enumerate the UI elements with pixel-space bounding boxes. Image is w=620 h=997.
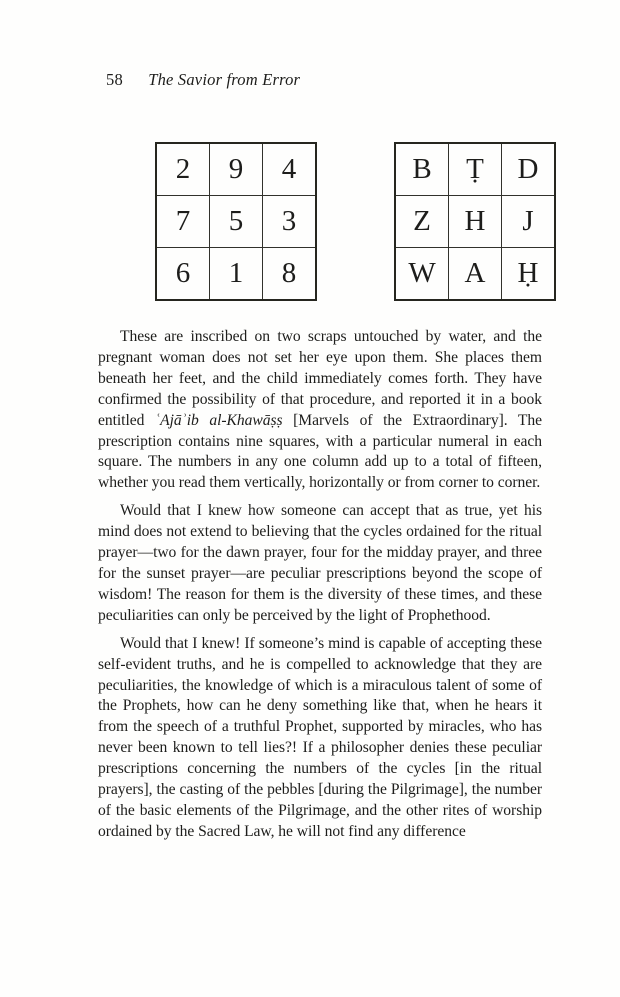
square-cell: 5 <box>210 196 263 248</box>
running-head <box>106 70 300 90</box>
square-cell: 3 <box>263 196 317 248</box>
paragraph <box>98 501 542 626</box>
square-cell: A <box>449 248 502 301</box>
letter-magic-square <box>394 142 556 301</box>
square-row <box>156 196 316 248</box>
book-title-italic: ʿAjāʾib al-Khawāṣṣ <box>154 411 283 429</box>
square-cell: D <box>502 143 556 196</box>
square-cell: 8 <box>263 248 317 301</box>
square-cell: Ḥ <box>502 248 556 301</box>
square-row <box>395 196 555 248</box>
square-cell: 6 <box>156 248 210 301</box>
body-text <box>98 327 542 850</box>
paragraph <box>98 327 542 494</box>
square-cell: 9 <box>210 143 263 196</box>
paragraph-text: [Marvels of the Extraordinary]. The prescription contains nine squares, with a particular numeral in each square. The numbers in any one column add up to a total of fifteen, whether you read them vertically, horizontally or from corner to corner. <box>98 411 542 492</box>
square-cell: Ṭ <box>449 143 502 196</box>
square-cell: 2 <box>156 143 210 196</box>
paragraph-text: Would that I knew! If someone’s mind is capable of accepting these self-evident truths, and he is compelled to acknowledge that they are peculiarities, the knowledge of which is a miraculous talent of some of the Prophets, how can he deny something like that, when he hears it from the speech of a truthful Prophet, supported by miracles, who has never been known to tell lies?! If a philosopher denies these peculiar prescriptions concerning the numbers of the cycles [in the ritual prayers], the casting of the pebbles [during the Pilgrimage], the number of the basic elements of the Pilgrimage, and the other rites of worship ordained by the Sacred Law, he will not find any difference <box>98 634 542 840</box>
square-row <box>156 143 316 196</box>
square-row <box>156 248 316 301</box>
magic-squares <box>155 142 556 301</box>
square-cell: B <box>395 143 449 196</box>
square-cell: W <box>395 248 449 301</box>
paragraph-text: Would that I knew how someone can accept that as true, yet his mind does not extend to believing that the cycles ordained for the ritual prayer—two for the dawn prayer, four for the midday prayer, and three for the sunset prayer—are peculiar prescriptions beyond the scope of wisdom! The reason for them is the diversity of these times, and these peculiarities can only be perceived by the light of Prophethood. <box>98 502 542 624</box>
square-cell: 1 <box>210 248 263 301</box>
square-cell: 7 <box>156 196 210 248</box>
numeric-magic-square <box>155 142 317 301</box>
square-row <box>395 143 555 196</box>
running-title: The Savior from Error <box>148 70 301 89</box>
square-cell: Z <box>395 196 449 248</box>
square-cell: J <box>502 196 556 248</box>
page-number: 58 <box>106 70 123 89</box>
paragraph <box>98 634 542 843</box>
square-cell: 4 <box>263 143 317 196</box>
square-row <box>395 248 555 301</box>
square-cell: H <box>449 196 502 248</box>
paragraph-text: These are inscribed on two scraps untouched by water, and the pregnant woman does not set her eye upon them. She places them beneath her feet, and the child immediately comes forth. They have confirmed the possibility of that procedure, and reported it in a book entitled <box>98 328 542 429</box>
